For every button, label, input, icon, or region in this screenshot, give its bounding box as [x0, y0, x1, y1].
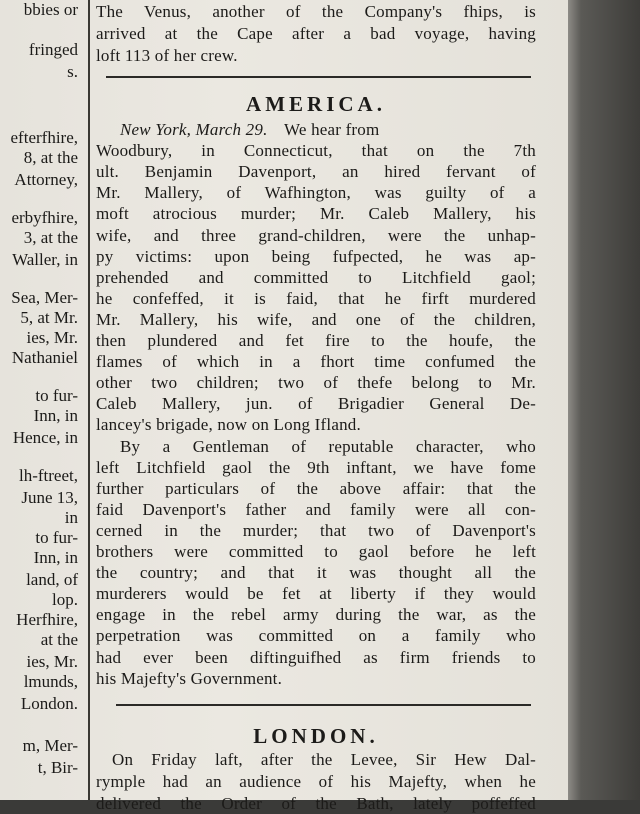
america-line: then plundered and fet fire to the houfe, the: [96, 331, 536, 350]
left-column-line: ies, Mr.: [26, 328, 78, 347]
left-column-line: ies, Mr.: [26, 652, 78, 671]
left-column-line: in: [64, 508, 78, 527]
left-column-line: at the: [40, 630, 78, 649]
top-paragraph-line-2: arrived at the Cape after a bad voyage, having: [96, 24, 536, 43]
america-line: lancey's brigade, now on Long Ifland.: [96, 415, 361, 435]
america-line: Mr. Mallery, of Wafhington, was guilty of a: [96, 183, 536, 203]
section-divider-2: [116, 704, 531, 706]
left-column-line: Herfhire,: [16, 610, 78, 629]
america-line: Caleb Mallery, jun. of Brigadier General De-: [96, 394, 536, 414]
america-line: other two children; two of thefe belong to Mr.: [96, 373, 536, 393]
left-column-line: erbyfhire,: [11, 208, 78, 227]
left-column-line: June 13,: [21, 488, 78, 507]
america-line: flames of which in a fhort time confumed the: [96, 352, 536, 372]
america-dateline: New York, March 29.: [120, 120, 268, 139]
left-column-line: bbies or: [23, 0, 78, 19]
left-column-line: Waller, in: [12, 250, 78, 269]
london-line: rymple had an audience of his Majefty, when he: [96, 772, 536, 791]
left-column-line: land, of: [26, 570, 78, 589]
section-divider: [106, 76, 531, 78]
left-column-line: efterfhire,: [10, 128, 78, 147]
america-line: ult. Benjamin Davenport, an hired fervant of: [96, 162, 536, 182]
london-line: On Friday laft, after the Levee, Sir Hew Dal-: [112, 750, 536, 769]
left-column-line: lop.: [52, 590, 78, 609]
america-line: cerned in the murder; that two of Davenport's: [96, 520, 536, 540]
america-line: py victims: upon being fufpected, he was ap-: [96, 246, 536, 266]
america-line: his Majefty's Government.: [96, 668, 283, 688]
left-column-line: m, Mer-: [22, 736, 78, 755]
america-line: Woodbury, in Connecticut, that on the 7th: [96, 141, 536, 161]
america-line: he confeffed, it is faid, that he firft murdered: [96, 288, 536, 308]
page-edge-shadow: [568, 0, 640, 800]
america-line: had ever been diftinguifhed as firm friends to: [96, 647, 536, 667]
america-line: brothers were committed to gaol before he left: [96, 542, 536, 561]
column-divider: [88, 0, 90, 800]
london-heading: LONDON.: [253, 724, 379, 748]
left-column-fragment: [0, 0, 82, 800]
left-column-line: s.: [67, 62, 78, 81]
america-line: faid Davenport's father and family were all con-: [96, 499, 536, 519]
left-column-line: Attorney,: [14, 170, 78, 189]
top-paragraph-line-1: The Venus, another of the Company's fhips, is: [96, 2, 536, 21]
america-line: murderers would be fet at liberty if they would: [96, 584, 536, 604]
america-line: left Litchfield gaol the 9th inftant, we have fome: [96, 457, 536, 477]
left-column-line: 3, at the: [23, 228, 78, 247]
america-line: By a Gentleman of reputable character, who: [120, 436, 536, 456]
america-line: moft atrocious murder; Mr. Caleb Mallery, his: [96, 204, 536, 224]
left-column-line: t, Bir-: [37, 758, 78, 777]
america-line: engage in the rebel army during the war, as the: [96, 605, 536, 625]
left-column-line: fringed: [28, 40, 78, 59]
america-line: further particulars of the above affair: that the: [96, 478, 536, 498]
left-column-line: lmunds,: [23, 672, 78, 691]
left-column-line: Hence, in: [12, 428, 78, 447]
america-line-0: We hear from: [283, 120, 380, 139]
london-line: delivered the Order of the Bath, lately poffeffed: [96, 794, 536, 813]
left-column-line: Nathaniel: [11, 348, 78, 367]
america-line: prehended and committed to Litchfield gaol;: [96, 267, 536, 287]
left-column-line: London.: [20, 694, 78, 713]
left-column-line: lh-ftreet,: [19, 466, 78, 485]
america-heading: AMERICA.: [246, 92, 386, 116]
america-line: Mr. Mallery, his wife, and one of the children,: [96, 309, 536, 329]
left-column-line: Inn, in: [33, 406, 78, 425]
america-line: the country; and that it was thought all the: [96, 563, 536, 583]
left-column-line: Inn, in: [33, 548, 78, 567]
america-line: perpetration was committed on a family who: [96, 626, 536, 646]
left-column-line: 8, at the: [23, 148, 78, 167]
left-column-line: to fur-: [35, 386, 78, 405]
america-line: wife, and three grand-children, were the unhap-: [96, 225, 536, 245]
left-column-line: Sea, Mer-: [11, 288, 78, 307]
left-column-line: to fur-: [35, 528, 78, 547]
left-column-line: 5, at Mr.: [20, 308, 78, 327]
america-first-line: [96, 120, 536, 140]
top-paragraph-line-3: loft 113 of her crew.: [96, 46, 238, 65]
